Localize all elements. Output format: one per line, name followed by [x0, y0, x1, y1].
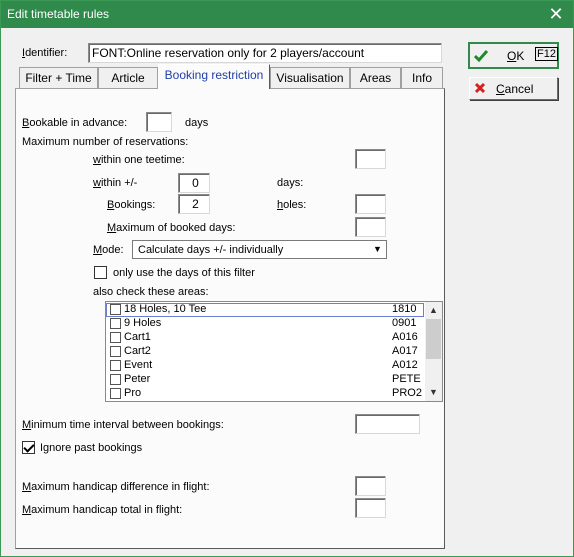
- area-checkbox[interactable]: [110, 318, 121, 329]
- list-item[interactable]: 9 Holes 0901: [106, 317, 424, 331]
- ok-label: OK: [507, 49, 525, 63]
- max-booked-days-input[interactable]: [355, 217, 386, 237]
- scroll-down-icon[interactable]: ▼: [429, 387, 438, 397]
- mode-label: Mode:: [93, 244, 124, 256]
- tab-filter-time[interactable]: Filter + Time: [19, 67, 98, 88]
- areas-list[interactable]: [105, 301, 443, 402]
- list-item[interactable]: Event A012: [106, 359, 424, 373]
- list-item[interactable]: Cart1 A016: [106, 331, 424, 345]
- holes-label: holes:: [277, 199, 307, 211]
- cancel-button[interactable]: [469, 77, 558, 100]
- bookings-input[interactable]: 2: [178, 194, 210, 214]
- scroll-thumb[interactable]: [426, 319, 441, 359]
- within-teetime-input[interactable]: [355, 149, 386, 169]
- area-checkbox[interactable]: [110, 374, 121, 385]
- area-checkbox[interactable]: [110, 346, 121, 357]
- area-checkbox[interactable]: [110, 388, 121, 399]
- areas-list-scrollbar[interactable]: [425, 302, 442, 401]
- x-icon: [474, 82, 486, 94]
- within-plus-minus-label: within +/-: [93, 177, 138, 189]
- ignore-past-label: Ignore past bookings: [40, 442, 143, 454]
- min-interval-input[interactable]: [355, 414, 420, 434]
- max-hcp-total-input[interactable]: [355, 498, 386, 518]
- mode-select-value: Calculate days +/- individually: [138, 244, 284, 256]
- min-interval-label: Minimum time interval between bookings:: [22, 419, 224, 431]
- within-plus-minus-input[interactable]: 0: [178, 173, 210, 193]
- within-teetime-label: within one teetime:: [93, 154, 185, 166]
- list-item[interactable]: Cart2 A017: [106, 345, 424, 359]
- list-item[interactable]: Pro PRO2: [106, 387, 424, 401]
- list-item[interactable]: Peter PETE: [106, 373, 424, 387]
- check-icon: [474, 49, 488, 63]
- cancel-label: Cancel: [496, 82, 534, 96]
- close-icon[interactable]: ✕: [548, 4, 564, 24]
- tab-article[interactable]: Article: [98, 67, 158, 88]
- title-bar: [1, 1, 573, 28]
- max-booked-days-label: Maximum of booked days:: [107, 222, 236, 234]
- ok-button[interactable]: [469, 43, 558, 68]
- max-hcp-diff-label: Maximum handicap difference in flight:: [22, 481, 210, 493]
- mode-select[interactable]: [132, 240, 387, 259]
- max-reservations-label: Maximum number of reservations:: [22, 136, 189, 148]
- tab-visualisation[interactable]: Visualisation: [270, 67, 350, 88]
- window-title: Edit timetable rules: [7, 7, 110, 21]
- max-hcp-total-label: Maximum handicap total in flight:: [22, 504, 183, 516]
- ok-shortcut: F12: [537, 48, 556, 60]
- tab-info[interactable]: Info: [401, 67, 443, 88]
- only-days-label: only use the days of this filter: [113, 267, 255, 279]
- only-days-checkbox[interactable]: [94, 266, 107, 279]
- also-check-areas-label: also check these areas:: [93, 286, 209, 298]
- tab-booking-restriction[interactable]: Booking restriction: [158, 64, 270, 89]
- holes-input[interactable]: [355, 194, 386, 214]
- tab-areas[interactable]: Areas: [350, 67, 401, 88]
- identifier-label: Identifier:: [22, 47, 68, 59]
- scroll-up-icon[interactable]: ▲: [429, 305, 438, 315]
- area-checkbox[interactable]: [110, 360, 121, 371]
- area-checkbox[interactable]: [110, 304, 121, 315]
- area-checkbox[interactable]: [110, 332, 121, 343]
- ignore-past-checkbox[interactable]: [22, 441, 35, 454]
- list-item[interactable]: 18 Holes, 10 Tee 1810: [106, 303, 424, 317]
- bookable-in-advance-label: Bookable in advance:: [22, 117, 128, 129]
- bookable-days-unit: days: [185, 117, 209, 129]
- within-days-unit: days:: [277, 177, 304, 189]
- chevron-down-icon[interactable]: ▼: [373, 244, 382, 254]
- bookable-in-advance-input[interactable]: [146, 112, 172, 132]
- bookings-label: Bookings:: [107, 199, 156, 211]
- max-hcp-diff-input[interactable]: [355, 476, 386, 496]
- identifier-input[interactable]: FONT:Online reservation only for 2 players/account: [88, 43, 442, 63]
